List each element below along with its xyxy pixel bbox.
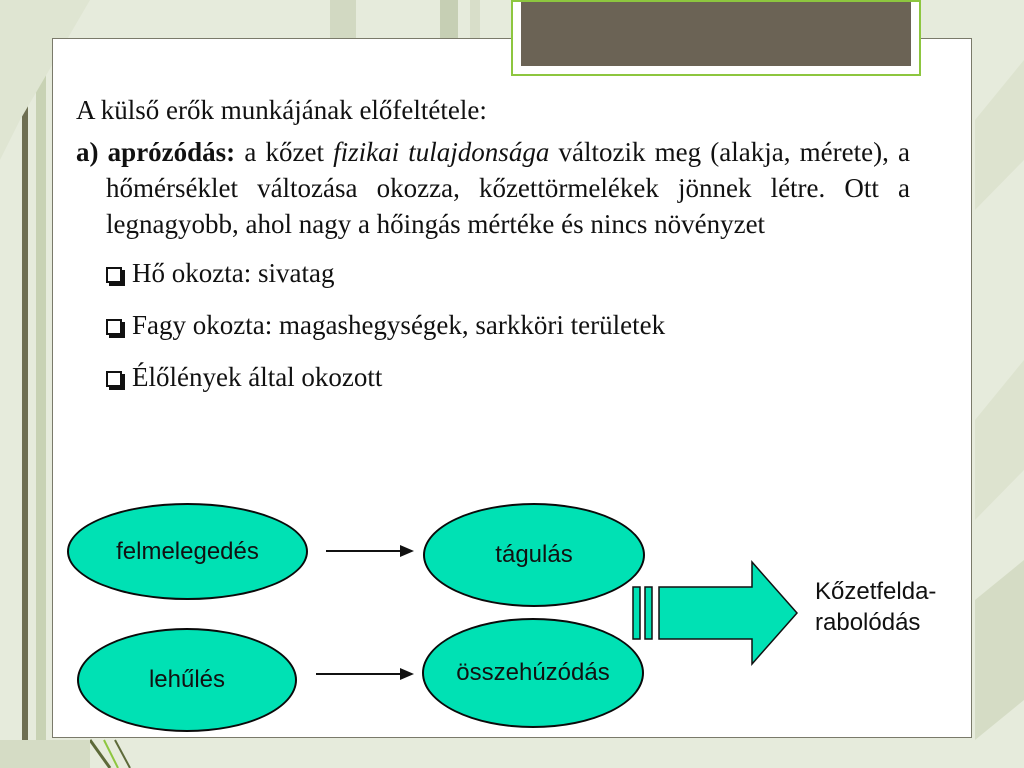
- bullet-text: Fagy okozta: magashegységek, sarkköri területek: [132, 310, 666, 340]
- cooling-ellipse: [77, 628, 297, 732]
- result-line-2: rabolódás: [815, 609, 921, 636]
- arrow-heating-to-expansion: [326, 545, 414, 557]
- item-a-marker: a): [76, 137, 99, 167]
- result-line-1: Kőzetfelda-: [815, 578, 937, 605]
- item-a-text-1: a kőzet: [235, 137, 334, 167]
- contraction-label: összehúzódás: [456, 659, 610, 686]
- item-a-term: aprózódás:: [107, 137, 236, 167]
- cooling-label: lehűlés: [148, 666, 226, 693]
- heading-line: A külső erők munkájának előfeltétele:: [76, 95, 487, 125]
- block-arrow-to-result: [633, 562, 797, 664]
- item-a-italic: fizikai tulajdonsága: [333, 137, 550, 167]
- bullet-text: Hő okozta: sivatag: [132, 258, 335, 288]
- item-a-text-2: változik meg (alakja, mérete), a hőmérséklet változása okozza, kőzettörmelékek jönnek létre. Ott a legnagyobb, ahol nagy a hőingás mértéke és nincs növényzet: [106, 137, 911, 239]
- contraction-ellipse: [422, 618, 644, 728]
- heating-ellipse: [67, 503, 308, 600]
- bullet-text: Élőlények által okozott: [132, 362, 383, 392]
- expansion-ellipse: [423, 503, 645, 607]
- result-label: [815, 576, 936, 638]
- expansion-label: tágulás: [495, 541, 573, 568]
- heating-label: felmelegedés: [116, 537, 259, 565]
- arrow-cooling-to-contraction: [316, 668, 414, 680]
